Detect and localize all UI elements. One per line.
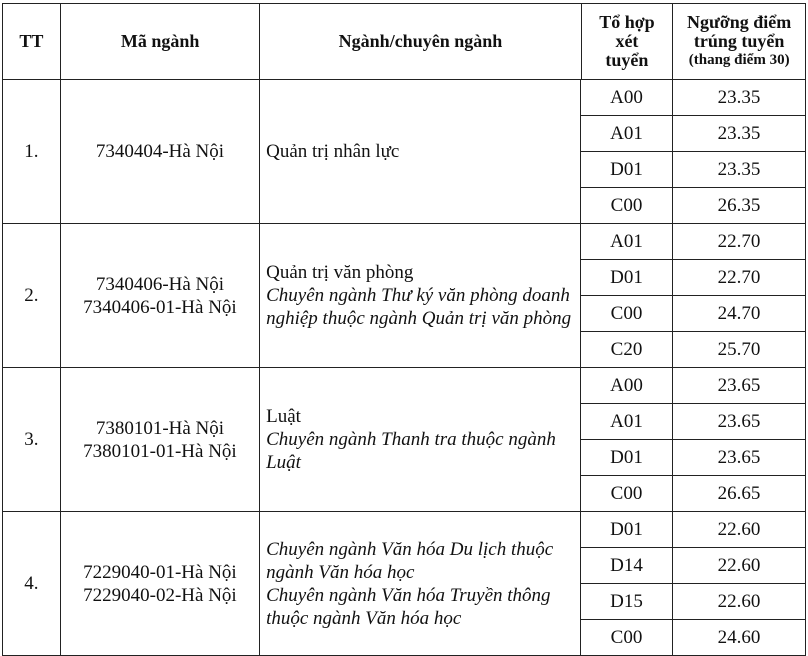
major-name-cell	[260, 224, 581, 367]
table-body	[2, 80, 806, 656]
header-diem-line: Ngưỡng điểm	[687, 12, 792, 32]
specialization: Chuyên ngành Thư ký văn phòng doanh nghiệp thuộc ngành Quản trị văn phòng	[266, 285, 572, 329]
combo-row	[581, 188, 805, 223]
header-diem	[673, 4, 805, 79]
header-to-hop-line: Tổ hợp	[599, 12, 655, 32]
combo-code: D14	[581, 548, 673, 583]
specialization: Chuyên ngành Thanh tra thuộc ngành Luật	[266, 429, 556, 473]
specialization: Chuyên ngành Văn hóa Du lịch thuộc ngành Văn hóa học	[266, 538, 554, 583]
cutoff-score: 24.60	[717, 627, 761, 648]
combo-row	[581, 440, 805, 476]
combo-list	[581, 368, 805, 511]
major-code: 7380101-01-Hà Nội	[83, 440, 237, 462]
major-code: 7340404-Hà Nội	[95, 141, 225, 162]
combo-code: A00	[581, 368, 673, 403]
combo-code: C00	[581, 620, 673, 655]
combo-row	[581, 116, 805, 152]
combo-row	[581, 260, 805, 296]
cutoff-score: 22.60	[717, 555, 761, 576]
major-code-cell	[61, 224, 260, 367]
major-name-cell	[260, 512, 581, 655]
combo-list	[581, 512, 805, 655]
table-row-group	[2, 368, 806, 512]
combo-code: D01	[581, 440, 673, 475]
combo-code: C00	[581, 476, 673, 511]
combo-row	[581, 620, 805, 655]
row-number: 3.	[3, 368, 61, 511]
header-to-hop-line: tuyển	[605, 50, 649, 70]
combo-code: A00	[581, 80, 673, 115]
table-row-group	[2, 80, 806, 224]
combo-code: D15	[581, 584, 673, 619]
combo-code: C20	[581, 332, 673, 367]
cutoff-score: 22.70	[717, 231, 761, 252]
major-code-cell	[61, 512, 260, 655]
combo-row	[581, 476, 805, 511]
admission-score-table	[2, 3, 806, 656]
cutoff-score: 24.70	[717, 303, 761, 324]
major-name: Quản trị nhân lực	[266, 141, 400, 162]
combo-row	[581, 584, 805, 620]
header-tt: TT	[3, 4, 61, 79]
combo-row	[581, 296, 805, 332]
header-to-hop-line: xét	[615, 31, 639, 51]
combo-row	[581, 368, 805, 404]
combo-row	[581, 512, 805, 548]
row-number: 1.	[3, 80, 61, 223]
major-code-cell	[61, 368, 260, 511]
combo-row	[581, 548, 805, 584]
major-code: 7340406-Hà Nội	[95, 273, 225, 295]
cutoff-score: 23.35	[717, 159, 761, 180]
major-code: 7340406-01-Hà Nội	[83, 296, 237, 318]
combo-code: A01	[581, 404, 673, 439]
table-row-group	[2, 224, 806, 368]
cutoff-score: 22.60	[717, 519, 761, 540]
cutoff-score: 26.35	[717, 195, 761, 216]
table-header	[2, 3, 806, 80]
combo-code: C00	[581, 188, 673, 223]
cutoff-score: 26.65	[717, 483, 761, 504]
combo-code: C00	[581, 296, 673, 331]
combo-code: A01	[581, 224, 673, 259]
row-number: 2.	[3, 224, 61, 367]
major-name-cell	[260, 80, 581, 223]
major-name: Quản trị văn phòng	[266, 262, 414, 283]
cutoff-score: 23.65	[717, 447, 761, 468]
combo-row	[581, 332, 805, 367]
header-diem-line: trúng tuyển	[693, 31, 785, 51]
major-code: 7229040-01-Hà Nội	[83, 561, 237, 583]
combo-code: D01	[581, 152, 673, 187]
combo-row	[581, 80, 805, 116]
combo-row	[581, 404, 805, 440]
combo-code: A01	[581, 116, 673, 151]
header-to-hop	[582, 4, 674, 79]
cutoff-score: 22.70	[717, 267, 761, 288]
major-code: 7380101-Hà Nội	[95, 417, 225, 439]
cutoff-score: 23.65	[717, 411, 761, 432]
major-name-cell	[260, 368, 581, 511]
header-nganh: Ngành/chuyên ngành	[260, 4, 581, 79]
combo-code: D01	[581, 512, 673, 547]
major-code-cell	[61, 80, 260, 223]
specialization: Chuyên ngành Văn hóa Truyền thông thuộc ngành Văn hóa học	[266, 584, 551, 629]
header-diem-scale: (thang điểm 30)	[688, 52, 790, 68]
cutoff-score: 23.35	[717, 123, 761, 144]
combo-code: D01	[581, 260, 673, 295]
cutoff-score: 25.70	[717, 339, 761, 360]
combo-list	[581, 224, 805, 367]
combo-row	[581, 224, 805, 260]
header-ma-nganh: Mã ngành	[61, 4, 261, 79]
cutoff-score: 23.65	[717, 375, 761, 396]
combo-list	[581, 80, 805, 223]
cutoff-score: 23.35	[717, 87, 761, 108]
table-row-group	[2, 512, 806, 656]
major-name: Luật	[266, 406, 301, 427]
combo-row	[581, 152, 805, 188]
major-code: 7229040-02-Hà Nội	[83, 584, 237, 606]
row-number: 4.	[3, 512, 61, 655]
cutoff-score: 22.60	[717, 591, 761, 612]
